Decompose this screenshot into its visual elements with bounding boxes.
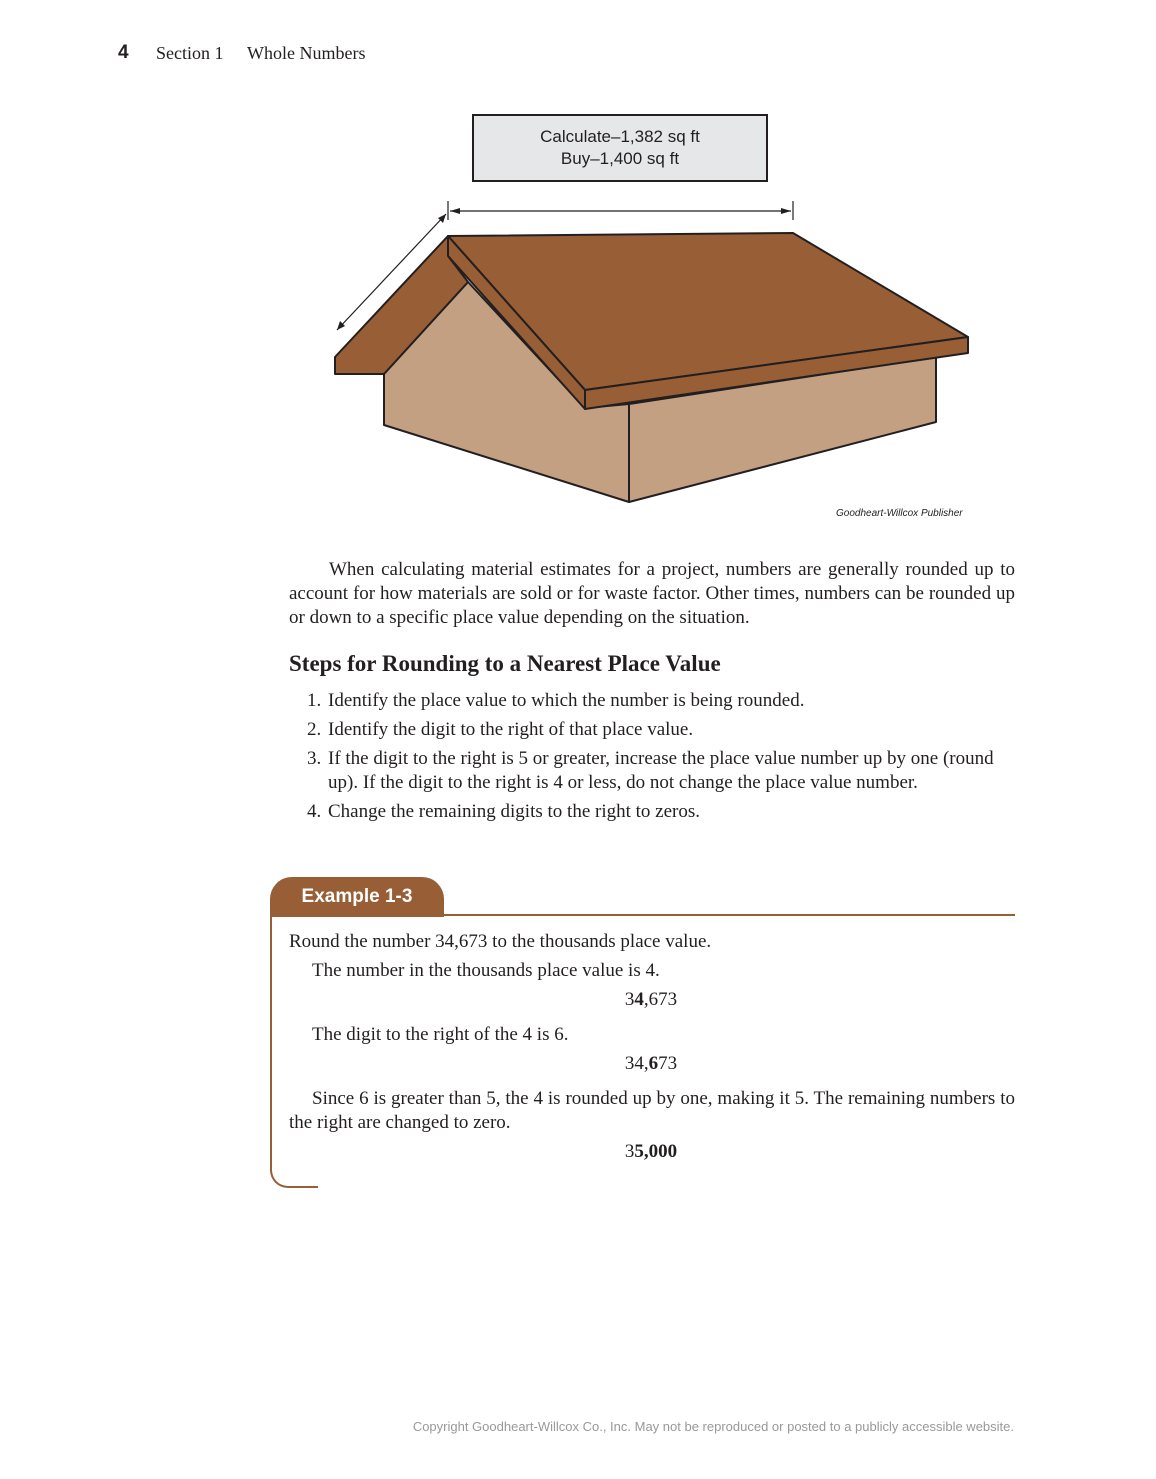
copyright-footer: Copyright Goodheart-Willcox Co., Inc. May not be reproduced or posted to a publicly accessible website. [412, 1419, 1014, 1434]
step-number: 3. [307, 748, 322, 769]
example-line-3: Since 6 is greater than 5, the 4 is rounded up by one, making it 5. The remaining numbers to the right are changed to zero. [289, 1088, 1015, 1133]
body-paragraph: When calculating material estimates for a project, numbers are generally rounded up to account for how materials are sold or for waste factor. Other times, numbers can be rounded up or down to a specific place value depending on the situation. [289, 559, 1015, 628]
example-number-3: 35,000 [624, 1141, 678, 1162]
estimate-callout [472, 114, 768, 182]
example-tab: Example 1-3 [270, 877, 444, 917]
figure-credit: Goodheart-Willcox Publisher [836, 508, 963, 519]
step-number: 1. [307, 690, 322, 711]
step-text: Identify the place value to which the number is being rounded. [328, 690, 805, 711]
example-border [270, 914, 318, 1188]
callout-buy: Buy–1,400 sq ft [560, 149, 680, 168]
roof-illustration [0, 0, 1156, 540]
example-number-1: 34,673 [624, 989, 678, 1010]
step-item [289, 689, 1015, 713]
steps-list [289, 689, 1015, 829]
step-text: Identify the digit to the right of that place value. [328, 719, 694, 740]
example-line-2: The digit to the right of the 4 is 6. [312, 1024, 569, 1045]
example-rule [444, 914, 1015, 916]
step-item [289, 800, 1015, 824]
example-number-2: 34,673 [624, 1053, 678, 1074]
section-title: Whole Numbers [247, 43, 366, 63]
page-number: 4 [118, 42, 129, 63]
example-line-1: The number in the thousands place value is 4. [312, 960, 660, 981]
callout-calculate: Calculate–1,382 sq ft [540, 127, 700, 146]
steps-heading: Steps for Rounding to a Nearest Place Value [289, 651, 721, 676]
step-number: 4. [307, 801, 322, 822]
step-text: If the digit to the right is 5 or greater, increase the place value number up by one (round up). If the digit to the right is 4 or less, do not change the place value number. [328, 748, 994, 793]
section-label: Section 1 [156, 43, 224, 63]
example-problem: Round the number 34,673 to the thousands place value. [289, 931, 712, 952]
step-item [289, 747, 1015, 795]
step-text: Change the remaining digits to the right to zeros. [328, 801, 701, 822]
step-item [289, 718, 1015, 742]
step-number: 2. [307, 719, 322, 740]
